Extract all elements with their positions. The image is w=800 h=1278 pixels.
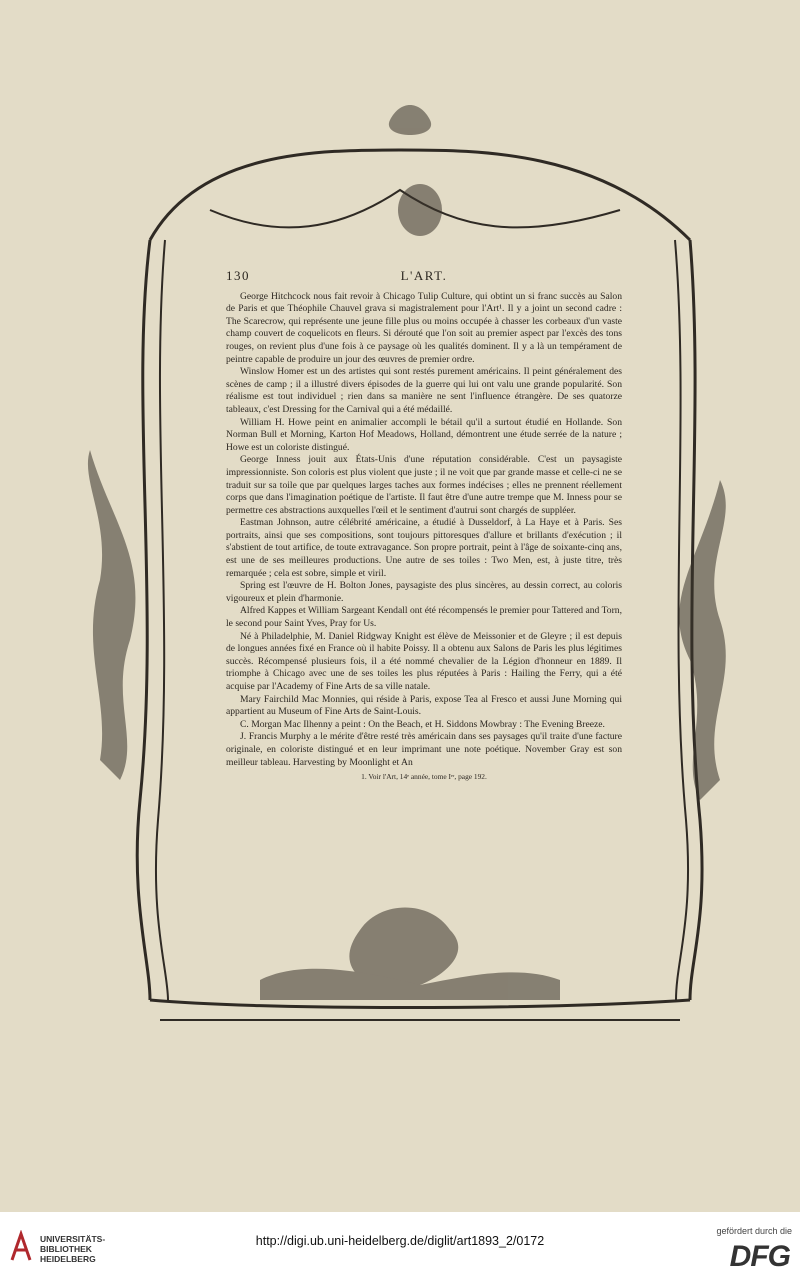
paragraph: J. Francis Murphy a le mérite d'être resté très américain dans ses paysages qu'il traite d'une facture originale, en coloriste distingué et en leur imprimant une note poétique. November Gray est son meilleur tableau. Harvesting by Moonlight et An	[226, 731, 622, 768]
funding-note: gefördert durch die	[716, 1226, 792, 1236]
paragraph: Né à Philadelphie, M. Daniel Ridgway Knight est élève de Meissonier et de Gleyre ; il est depuis de longues années fixé en France où il habite Poissy. Il a obtenu aux Salons de Paris les plus légitimes succès. Récompensé plusieurs fois, il a été nommé chevalier de la Légion d'honneur en 1889. Il triomphe à Chicago avec une de ses toiles les plus réputées à Paris : Hailing the Ferry, qui a été acquise par l'Academy of Fine Arts de sa ville natale.	[226, 630, 622, 692]
page-number: 130	[226, 268, 250, 283]
page-header	[226, 270, 622, 283]
footnote: 1. Voir l'Art, 14ᵉ année, tome Iᵉʳ, page 192.	[361, 772, 487, 782]
source-url-link[interactable]: http://digi.ub.uni-heidelberg.de/diglit/art1893_2/0172	[255, 1234, 545, 1248]
paragraph: Mary Fairchild Mac Monnies, qui réside à Paris, expose Tea al Fresco et aussi June Morning qui appartient au Museum of Fine Arts de Saint-Louis.	[226, 693, 622, 718]
paragraph: Eastman Johnson, autre célébrité américaine, a étudié à Dusseldorf, à La Haye et à Paris. Ses portraits, ainsi que ses compositions, sont toujours pittoresques d'allure et brillants d'exécution ; il s'abstient de tout artifice, de toute extravagance. Son propre portrait, peint à l'âge de soixante-cinq ans, est une de ses meilleures productions. Une autre de ses toiles : Two Men, est, à juste titre, très remarquée ; cela est sobre, simple et viril.	[226, 517, 622, 579]
library-line-2: BIBLIOTHEK	[40, 1244, 92, 1254]
paragraph: C. Morgan Mac Ilhenny a peint : On the Beach, et H. Siddons Mowbray : The Evening Breeze.	[240, 718, 605, 730]
paragraph: George Hitchcock nous fait revoir à Chicago Tulip Culture, qui obtint un si franc succès au Salon de Paris et que Théophile Chauvel grava si magistralement pour l'Art¹. Il y a joint un second cadre : The Scarecrow, qui représente une jeune fille plus ou moins occupée à chasser les corbeaux d'un vaste champ couvert de coquelicots en fleurs. Si dérouté que l'on soit au premier aspect par l'excès des tons rouges, on revient plus d'une fois à ce paysage où les qualités dominent. Il y a là un tempérament de peintre capable de produire un jour des œuvres de premier ordre.	[226, 290, 622, 365]
paragraph: Winslow Homer est un des artistes qui sont restés purement américains. Il peint généralement des scènes de camp ; il a illustré divers épisodes de la guerre qui lui ont valu une grande popularité. Son réalisme est tout individuel ; rien dans sa manière ne sent l'influence étrangère. De ses quatorze tableaux, c'est Dressing for the Carnival qui a été médaillé.	[226, 366, 622, 415]
article-text	[226, 270, 622, 890]
dfg-logo: DFG	[729, 1240, 790, 1273]
paragraph: George Inness jouit aux États-Unis d'une réputation considérable. C'est un paysagiste impressionniste. Son coloris est plus violent que juste ; il ne voit que par grande masse et celle-ci ne se traduit sur sa toile que par quelques larges taches aux formes indécises ; elles ne prennent réellement corps que dans l'imagination poétique de l'artiste. Il faut être d'une autre trempe que M. Inness pour se permettre ces abstractions auxquelles l'œil et le sentiment d'autrui sont chargés de suppléer.	[226, 454, 622, 516]
running-title: L'ART.	[400, 268, 448, 283]
library-line-3: HEIDELBERG	[40, 1254, 96, 1264]
paragraph: Spring est l'œuvre de H. Bolton Jones, paysagiste des plus sincères, au dessin correct, au coloris vigoureux et plein d'harmonie.	[226, 580, 622, 604]
paragraph: Alfred Kappes et William Sargeant Kendall ont été récompensés le premier pour Tattered and Torn, le second pour Saint Yves, Pray for Us.	[226, 605, 622, 630]
paragraph: William H. Howe peint en animalier accompli le bétail qu'il a surtout étudié en Hollande. Son Norman Bull et Morning, Karton Hof Meadows, Holland, démontrent une étude serrée de la nature ; Howe est un coloriste distingué.	[226, 416, 622, 453]
library-line-1: UNIVERSITÄTS-	[40, 1234, 106, 1244]
